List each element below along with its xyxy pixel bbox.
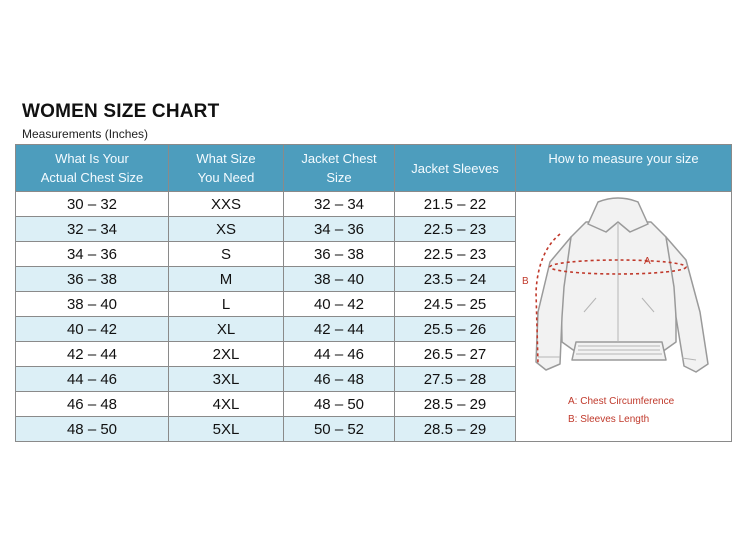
cell-sleeves: 22.5 – 23 [395, 242, 516, 267]
cell-size: 5XL [169, 417, 284, 442]
legend-sleeves: B: Sleeves Length [568, 414, 650, 425]
cell-chest: 38 – 40 [16, 292, 169, 317]
cell-sleeves: 23.5 – 24 [395, 267, 516, 292]
jacket-illustration [516, 192, 732, 440]
cell-chest: 30 – 32 [16, 192, 169, 217]
cell-chest: 48 – 50 [16, 417, 169, 442]
cell-size: L [169, 292, 284, 317]
cell-sleeves: 27.5 – 28 [395, 367, 516, 392]
cell-size: XL [169, 317, 284, 342]
cell-jacket-chest: 38 – 40 [284, 267, 395, 292]
cell-size: S [169, 242, 284, 267]
cell-sleeves: 26.5 – 27 [395, 342, 516, 367]
cell-size: 3XL [169, 367, 284, 392]
cell-chest: 46 – 48 [16, 392, 169, 417]
chart-subtitle: Measurements (Inches) [22, 127, 149, 141]
cell-size: 4XL [169, 392, 284, 417]
label-a: A [644, 256, 651, 267]
cell-jacket-chest: 34 – 36 [284, 217, 395, 242]
header-row [16, 145, 732, 192]
legend-chest: A: Chest Circumference [568, 396, 675, 407]
header-how-to-measure: How to measure your size [516, 145, 732, 192]
cell-chest: 40 – 42 [16, 317, 169, 342]
cell-chest: 32 – 34 [16, 217, 169, 242]
cell-jacket-chest: 42 – 44 [284, 317, 395, 342]
cell-size: XXS [169, 192, 284, 217]
header-size-need: What Size You Need [169, 145, 284, 192]
cell-sleeves: 24.5 – 25 [395, 292, 516, 317]
cell-chest: 44 – 46 [16, 367, 169, 392]
cell-jacket-chest: 48 – 50 [284, 392, 395, 417]
cell-size: M [169, 267, 284, 292]
cell-chest: 42 – 44 [16, 342, 169, 367]
header-jacket-sleeves: Jacket Sleeves [395, 145, 516, 192]
cell-size: 2XL [169, 342, 284, 367]
cell-jacket-chest: 32 – 34 [284, 192, 395, 217]
cell-chest: 36 – 38 [16, 267, 169, 292]
header-chest-actual: What Is Your Actual Chest Size [16, 145, 169, 192]
chart-title: WOMEN SIZE CHART [22, 101, 220, 122]
header-jacket-chest: Jacket Chest Size [284, 145, 395, 192]
measure-illustration-cell [516, 192, 732, 442]
cell-sleeves: 28.5 – 29 [395, 417, 516, 442]
cell-sleeves: 28.5 – 29 [395, 392, 516, 417]
jacket-waistband [572, 342, 666, 360]
cell-sleeves: 22.5 – 23 [395, 217, 516, 242]
size-chart-table [15, 144, 732, 442]
cell-size: XS [169, 217, 284, 242]
cell-jacket-chest: 36 – 38 [284, 242, 395, 267]
cell-jacket-chest: 44 – 46 [284, 342, 395, 367]
label-b: B [522, 276, 529, 287]
cell-chest: 34 – 36 [16, 242, 169, 267]
cell-jacket-chest: 46 – 48 [284, 367, 395, 392]
cell-sleeves: 25.5 – 26 [395, 317, 516, 342]
cell-sleeves: 21.5 – 22 [395, 192, 516, 217]
cell-jacket-chest: 40 – 42 [284, 292, 395, 317]
cell-jacket-chest: 50 – 52 [284, 417, 395, 442]
table-row [16, 192, 732, 217]
